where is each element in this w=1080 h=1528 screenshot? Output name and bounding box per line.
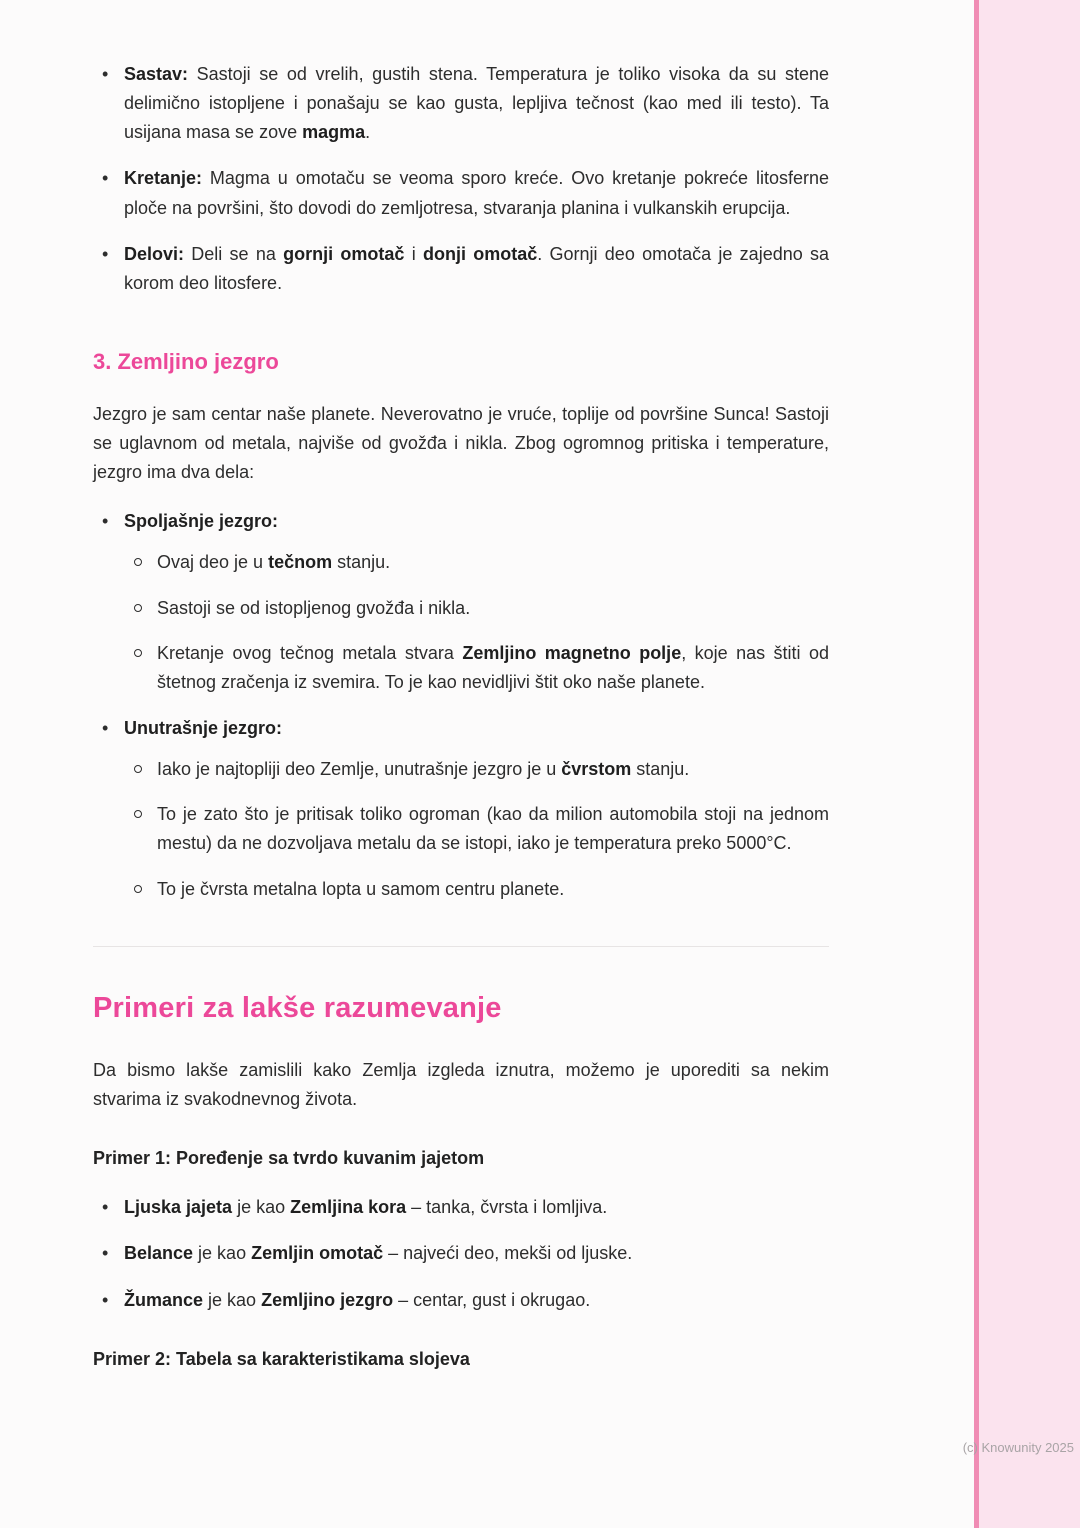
bold-text: Zemljino jezgro (261, 1289, 394, 1310)
bold-text: Kretanje: (124, 168, 203, 189)
list-item (93, 1193, 829, 1222)
list-item (93, 240, 829, 298)
body-text: – tanka, čvrsta i lomljiva. (406, 1197, 608, 1218)
bold-subheading: Primer 1: Poređenje sa tvrdo kuvanim jajetom (93, 1148, 485, 1169)
body-text: Sastoji se od vrelih, gustih stena. Temperatura je toliko visoka da su stene delimično istopljene i ponašaju se kao gusta, lepljiva tečnost (kao med ili testo). Ta usijana masa se zove (124, 64, 829, 143)
body-text: je kao (232, 1197, 291, 1218)
bold-text: Spoljašnje jezgro: (124, 511, 279, 532)
list-item (93, 60, 829, 147)
paragraph (93, 400, 829, 487)
body-text: – centar, gust i okrugao. (393, 1289, 591, 1310)
bold-text: donji omotač (422, 243, 538, 264)
list-item (93, 714, 829, 904)
sub-list-item (124, 875, 829, 904)
list-item (93, 1239, 829, 1268)
body-text: Magma u omotaču se veoma sporo kreće. Ovo kretanje pokreće litosferne ploče na površini, što dovodi do zemljotresa, stvaranja planina i vulkanskih erupcija. (124, 168, 829, 218)
bold-text: magma (302, 122, 366, 143)
body-text: Ovaj deo je u (157, 552, 269, 573)
body-text: . Gornji deo omotača je zajedno sa korom deo litosfere. (124, 243, 830, 293)
pink-side-panel (979, 0, 1080, 1528)
paragraph (93, 1056, 829, 1114)
bold-text: Sastav: (124, 64, 189, 84)
bold-text: Zemljina kora (290, 1197, 407, 1218)
body-text: stanju. (631, 759, 690, 780)
bold-text: Ljuska jajeta (124, 1197, 233, 1218)
bold-subheading: Primer 2: Tabela sa karakteristikama slojeva (93, 1348, 470, 1369)
sub-list-item (124, 594, 829, 623)
body-text: To je zato što je pritisak toliko ogroman (kao da milion automobila stoji na jednom mestu) da ne dozvoljava metalu da se istopi, iako je temperatura preko 5000°C. (157, 804, 829, 854)
sub-list-item (124, 548, 829, 577)
body-text: . (365, 122, 371, 143)
body-text: je kao (203, 1289, 262, 1310)
list-item (93, 507, 829, 697)
bold-text: Delovi: (124, 243, 185, 264)
bold-text: Belance (124, 1243, 194, 1264)
body-text: Sastoji se od istopljenog gvožđa i nikla. (157, 597, 471, 618)
section-divider (93, 946, 829, 947)
body-text: Iako je najtopliji deo Zemlje, unutrašnje jezgro je u (157, 759, 562, 780)
body-text: je kao (193, 1243, 252, 1264)
bold-text: Zemljino magnetno polje (462, 642, 682, 663)
body-text: – najveći deo, mekši od ljuske. (383, 1243, 633, 1264)
list-item (93, 164, 829, 222)
bold-text: čvrstom (561, 759, 632, 780)
section-heading: Primeri za lakše razumevanje (93, 991, 502, 1024)
bold-text: Žumance (124, 1289, 204, 1310)
list-item (93, 1286, 829, 1315)
bold-text: tečnom (268, 552, 333, 573)
bold-text: gornji omotač (283, 243, 405, 264)
bold-text: Unutrašnje jezgro: (124, 717, 283, 738)
body-text: Deli se na (184, 243, 284, 264)
sub-list-item (124, 639, 829, 697)
body-text: , koje nas štiti od štetnog zračenja iz svemira. To je kao nevidljivi štit oko naše planete. (157, 642, 829, 692)
bullet-list (93, 60, 829, 298)
sub-bullet-list (124, 548, 829, 697)
body-text: stanju. (332, 552, 391, 573)
document-content (93, 40, 829, 1390)
watermark: (c) Knowunity 2025 (962, 1440, 1074, 1455)
body-text: To je čvrsta metalna lopta u samom centru planete. (157, 878, 565, 899)
body-text: Da bismo lakše zamislili kako Zemlja izgleda iznutra, možemo je uporediti sa nekim stvarima iz svakodnevnog života. (93, 1059, 829, 1109)
bold-text: Zemljin omotač (251, 1243, 384, 1264)
bullet-list (93, 1193, 829, 1314)
body-text: Kretanje ovog tečnog metala stvara (157, 642, 463, 663)
sub-list-item (124, 800, 829, 858)
body-text: i (404, 243, 423, 264)
sub-list-item (124, 755, 829, 784)
sub-bullet-list (124, 755, 829, 904)
subsection-heading: 3. Zemljino jezgro (93, 349, 279, 375)
body-text: Jezgro je sam centar naše planete. Neverovatno je vruće, toplije od površine Sunca! Sastoji se uglavnom od metala, najviše od gvožđa i nikla. Zbog ogromnog pritiska i temperature, jezgro ima dva dela: (93, 403, 829, 483)
bullet-list (93, 507, 829, 904)
